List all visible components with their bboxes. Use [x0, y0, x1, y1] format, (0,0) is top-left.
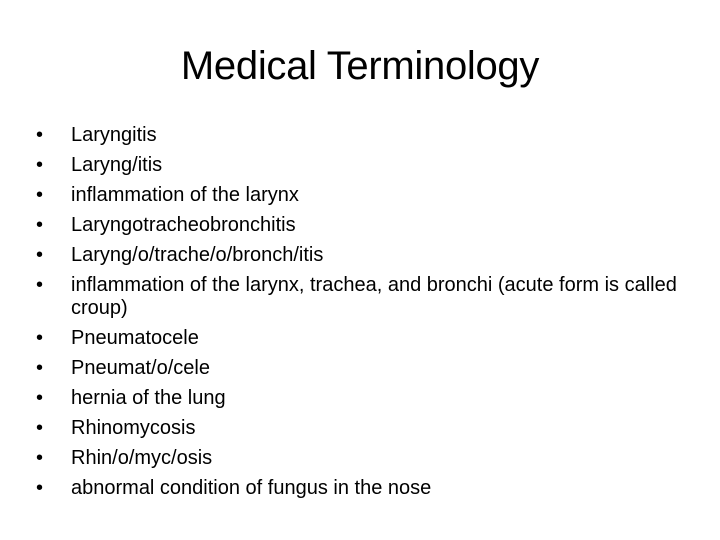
bullet-text: Rhinomycosis [71, 416, 196, 439]
bullet-item [36, 214, 686, 237]
bullet-icon: • [36, 356, 44, 379]
bullet-text: inflammation of the larynx [71, 184, 299, 206]
bullet-icon: • [36, 446, 44, 469]
bullet-item [36, 357, 686, 380]
bullet-list [36, 124, 686, 507]
bullet-text: Laryngotracheobronchitis [71, 214, 296, 236]
bullet-item [36, 387, 686, 410]
bullet-item [36, 417, 686, 440]
bullet-item [36, 274, 686, 319]
bullet-item [36, 124, 686, 147]
bullet-icon: • [36, 184, 44, 206]
bullet-item [36, 184, 686, 207]
bullet-icon: • [36, 416, 44, 439]
bullet-text: inflammation of the larynx, trachea, and bronchi (acute form is called croup) [71, 274, 677, 319]
slide-title: Medical Terminology [180, 44, 540, 88]
bullet-icon: • [36, 476, 44, 499]
bullet-text: Laryng/o/trache/o/bronch/itis [71, 244, 324, 266]
bullet-icon: • [36, 124, 44, 146]
bullet-item [36, 154, 686, 177]
bullet-icon: • [36, 214, 44, 236]
bullet-text: Pneumat/o/cele [71, 356, 210, 379]
bullet-item [36, 327, 686, 350]
bullet-text: Laryng/itis [71, 154, 163, 176]
bullet-icon: • [36, 274, 44, 296]
bullet-item [36, 477, 686, 500]
bullet-text: Laryngitis [71, 124, 157, 146]
bullet-icon: • [36, 244, 44, 266]
bullet-item [36, 244, 686, 267]
bullet-text: Rhin/o/myc/osis [71, 446, 213, 469]
bullet-icon: • [36, 386, 44, 409]
bullet-item [36, 447, 686, 470]
bullet-icon: • [36, 326, 44, 349]
bullet-text: abnormal condition of fungus in the nose [71, 476, 432, 499]
bullet-text: Pneumatocele [71, 326, 199, 349]
bullet-text: hernia of the lung [71, 386, 226, 409]
bullet-icon: • [36, 154, 44, 176]
